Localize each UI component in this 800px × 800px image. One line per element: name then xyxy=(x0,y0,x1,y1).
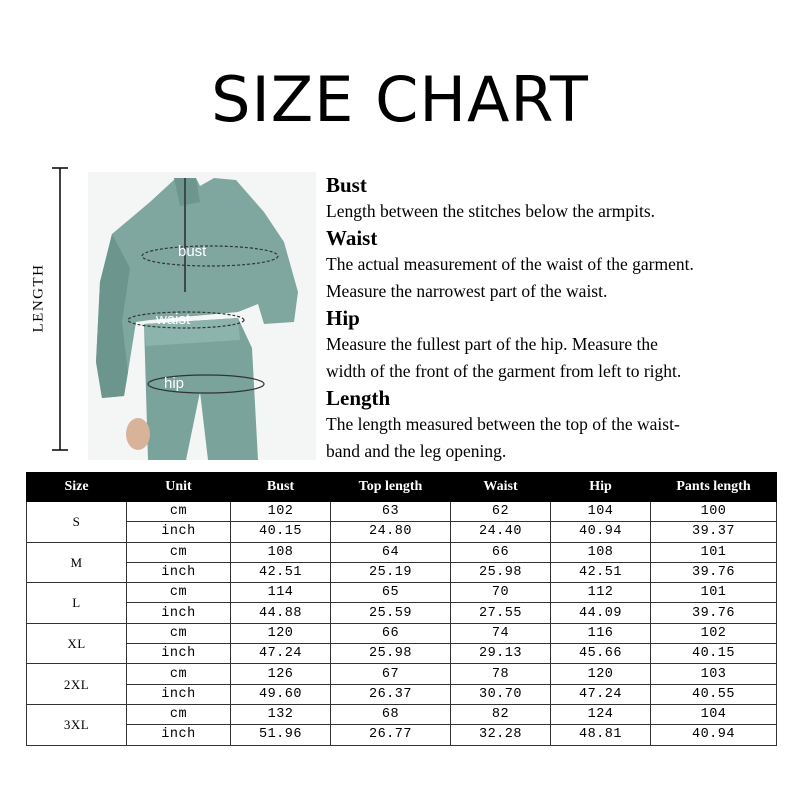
table-cell: 112 xyxy=(551,583,651,603)
table-cell: 39.76 xyxy=(651,562,777,582)
table-cell: 108 xyxy=(551,542,651,562)
table-cell: 103 xyxy=(651,664,777,684)
table-row xyxy=(27,522,777,542)
size-cell: M xyxy=(27,542,127,583)
table-cell: 124 xyxy=(551,704,651,724)
table-cell: 104 xyxy=(651,704,777,724)
table-row xyxy=(27,603,777,623)
table-cell: 48.81 xyxy=(551,725,651,745)
unit-cell: cm xyxy=(127,583,231,603)
table-cell: 104 xyxy=(551,502,651,522)
column-header: Hip xyxy=(551,473,651,502)
unit-cell: cm xyxy=(127,542,231,562)
unit-cell: inch xyxy=(127,562,231,582)
table-cell: 47.24 xyxy=(551,684,651,704)
description-text: Measure the fullest part of the hip. Measure the xyxy=(326,334,658,354)
table-cell: 40.15 xyxy=(651,644,777,664)
hip-label: hip xyxy=(164,375,185,392)
description-text: Length between the stitches below the armpits. xyxy=(326,201,656,221)
bust-label: bust xyxy=(178,243,207,260)
table-cell: 101 xyxy=(651,542,777,562)
size-cell: L xyxy=(27,583,127,624)
table-cell: 42.51 xyxy=(231,562,331,582)
waist-label: waist xyxy=(156,311,191,328)
table-cell: 40.55 xyxy=(651,684,777,704)
table-cell: 66 xyxy=(451,542,551,562)
table-row xyxy=(27,562,777,582)
unit-cell: cm xyxy=(127,704,231,724)
column-header: Pants length xyxy=(651,473,777,502)
table-cell: 32.28 xyxy=(451,725,551,745)
description-heading: Hip xyxy=(326,306,360,330)
length-label-text: LENGTH xyxy=(31,261,48,336)
table-cell: 26.77 xyxy=(331,725,451,745)
table-cell: 63 xyxy=(331,502,451,522)
table-cell: 132 xyxy=(231,704,331,724)
table-cell: 25.98 xyxy=(451,562,551,582)
length-label xyxy=(22,263,56,333)
description-waist xyxy=(326,225,796,305)
size-cell: XL xyxy=(27,623,127,664)
table-row xyxy=(27,623,777,643)
size-cell: 2XL xyxy=(27,664,127,705)
table-cell: 70 xyxy=(451,583,551,603)
unit-cell: inch xyxy=(127,684,231,704)
size-table xyxy=(26,472,777,746)
unit-cell: inch xyxy=(127,522,231,542)
column-header: Waist xyxy=(451,473,551,502)
table-cell: 39.76 xyxy=(651,603,777,623)
description-hip xyxy=(326,305,796,385)
table-cell: 102 xyxy=(231,502,331,522)
table-cell: 120 xyxy=(551,664,651,684)
table-cell: 114 xyxy=(231,583,331,603)
table-cell: 68 xyxy=(331,704,451,724)
size-cell: 3XL xyxy=(27,704,127,745)
table-row xyxy=(27,644,777,664)
garment-figure xyxy=(88,172,316,460)
description-length xyxy=(326,385,796,465)
description-text: width of the front of the garment from left to right. xyxy=(326,361,682,381)
table-cell: 126 xyxy=(231,664,331,684)
table-cell: 42.51 xyxy=(551,562,651,582)
table-cell: 25.98 xyxy=(331,644,451,664)
unit-cell: inch xyxy=(127,644,231,664)
unit-cell: cm xyxy=(127,502,231,522)
table-cell: 120 xyxy=(231,623,331,643)
table-cell: 108 xyxy=(231,542,331,562)
table-cell: 101 xyxy=(651,583,777,603)
unit-cell: inch xyxy=(127,725,231,745)
table-row xyxy=(27,583,777,603)
table-cell: 40.94 xyxy=(651,725,777,745)
table-cell: 44.09 xyxy=(551,603,651,623)
table-header-row xyxy=(27,473,777,502)
table-row xyxy=(27,704,777,724)
unit-cell: cm xyxy=(127,623,231,643)
table-row xyxy=(27,542,777,562)
description-heading: Length xyxy=(326,386,391,410)
table-cell: 47.24 xyxy=(231,644,331,664)
hand xyxy=(126,418,150,450)
table-cell: 66 xyxy=(331,623,451,643)
table-cell: 45.66 xyxy=(551,644,651,664)
table-cell: 30.70 xyxy=(451,684,551,704)
size-cell: S xyxy=(27,502,127,543)
table-cell: 102 xyxy=(651,623,777,643)
table-cell: 29.13 xyxy=(451,644,551,664)
column-header: Bust xyxy=(231,473,331,502)
table-cell: 116 xyxy=(551,623,651,643)
table-cell: 65 xyxy=(331,583,451,603)
table-row xyxy=(27,664,777,684)
description-text: band and the leg opening. xyxy=(326,441,507,461)
table-cell: 39.37 xyxy=(651,522,777,542)
page-title: SIZE CHART xyxy=(211,63,589,136)
description-text: Measure the narrowest part of the waist. xyxy=(326,281,608,301)
table-cell: 24.80 xyxy=(331,522,451,542)
measurement-descriptions xyxy=(326,172,796,465)
table-cell: 67 xyxy=(331,664,451,684)
column-header: Unit xyxy=(127,473,231,502)
table-cell: 25.19 xyxy=(331,562,451,582)
description-text: The length measured between the top of the waist- xyxy=(326,414,680,434)
table-cell: 44.88 xyxy=(231,603,331,623)
column-header: Size xyxy=(27,473,127,502)
unit-cell: inch xyxy=(127,603,231,623)
table-cell: 51.96 xyxy=(231,725,331,745)
table-row xyxy=(27,502,777,522)
unit-cell: cm xyxy=(127,664,231,684)
table-cell: 24.40 xyxy=(451,522,551,542)
table-cell: 64 xyxy=(331,542,451,562)
table-body xyxy=(27,502,777,746)
table-cell: 40.94 xyxy=(551,522,651,542)
table-cell: 26.37 xyxy=(331,684,451,704)
table-cell: 62 xyxy=(451,502,551,522)
table-cell: 78 xyxy=(451,664,551,684)
description-heading: Bust xyxy=(326,173,367,197)
table-cell: 40.15 xyxy=(231,522,331,542)
description-text: The actual measurement of the waist of the garment. xyxy=(326,254,694,274)
description-heading: Waist xyxy=(326,226,378,250)
table-cell: 82 xyxy=(451,704,551,724)
table-cell: 25.59 xyxy=(331,603,451,623)
table-cell: 49.60 xyxy=(231,684,331,704)
table-cell: 27.55 xyxy=(451,603,551,623)
column-header: Top length xyxy=(331,473,451,502)
table-cell: 74 xyxy=(451,623,551,643)
table-cell: 100 xyxy=(651,502,777,522)
table-row xyxy=(27,684,777,704)
description-bust xyxy=(326,172,796,225)
table-row xyxy=(27,725,777,745)
